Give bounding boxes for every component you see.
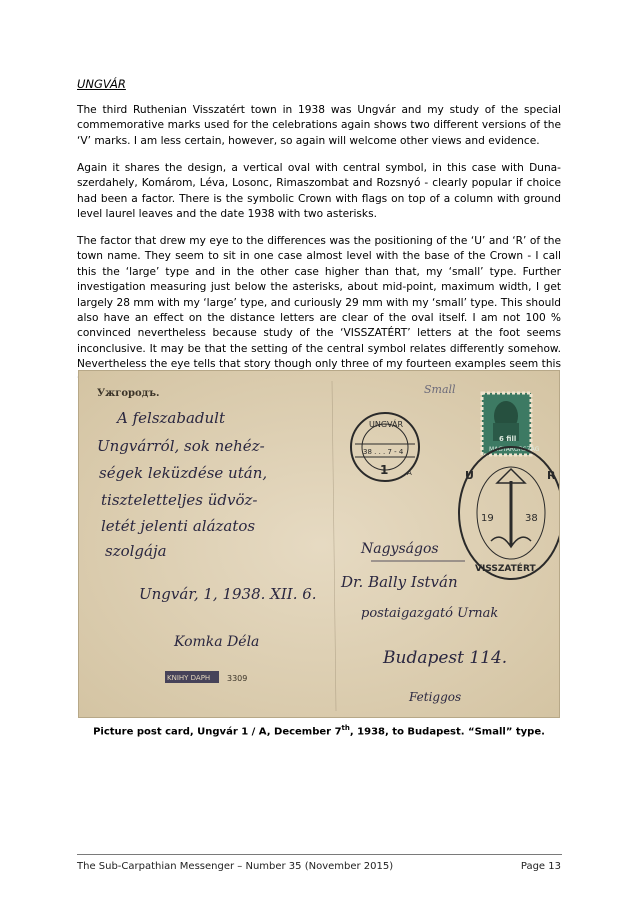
- footer-rule: [77, 854, 562, 855]
- cds-letter: A: [407, 469, 412, 477]
- message-line: Ungvárról, sok nehéz-: [97, 437, 265, 455]
- oval-bottom-text: VISSZATÉRT: [475, 564, 536, 574]
- paragraph-intro: The third Ruthenian Visszatért town in 1938 was Ungvár and my study of the special commemorative marks used for the celebrations again shows two different versions of the ‘V’ marks. I am less certain, however, so again will welcome other views and evidence.: [77, 104, 561, 147]
- caption-text-end: , 1938, to Budapest. “Small” type.: [349, 726, 545, 738]
- caption-superscript: th: [341, 724, 350, 732]
- message-line: ségek leküzdése után,: [99, 464, 268, 482]
- footer-publication: The Sub-Carpathian Messenger – Number 35 (November 2015): [77, 861, 394, 872]
- address-line: Budapest 114.: [383, 648, 508, 668]
- section-heading: UNGVÁR: [77, 77, 126, 91]
- cds-date: 38 . . . 7 - 4: [363, 448, 404, 456]
- cds-office: 1: [380, 463, 389, 477]
- address-line: Nagyságos: [361, 541, 439, 557]
- message-line: A felszabadult: [117, 409, 226, 427]
- paragraph-design: Again it shares the design, a vertical oval with central symbol, in this case with Duna-szerdahely, Komárom, Léva, Losonc, Rimaszombat and Rozsnyó - clearly popular if choice had been a factor. There is the symbolic Crown with flags on top of a column with ground level laurel leaves and the date 1938 with two asterisks.: [77, 162, 561, 221]
- stamp-country: MAGYARORSZÁG: [489, 446, 540, 453]
- postcard-illustration: [79, 371, 560, 718]
- stamp-value: 6 fill: [499, 435, 517, 443]
- figure-caption: [0, 724, 638, 737]
- message-signature: Komka Déla: [174, 634, 260, 650]
- paragraph-differences: The factor that drew my eye to the differences was the positioning of the ‘U’ and ‘R’ of the town name. They seem to sit in one case almost level with the base of the Crown - I call this the ‘large’ type and in the other case higher than that, my ‘small’ type. Further investigation measuring just below the asterisks, about mid-point, maximum width, I get largely 28 mm with my ‘large’ type, and curiously 29 mm with my ‘small’ type. This should also have an effect on the distance letters are clear of the oval itself. I am not 100 % convinced nevertheless because study of the ‘VISSZATÉRT’ letters at the foot seems inconclusive. It may be that the setting of the central symbol relates differently somehow. Nevertheless the eye tells that story though only three of my fourteen examples seem this: [77, 235, 561, 371]
- card-number: 3309: [227, 674, 248, 683]
- message-date: Ungvár, 1, 1938. XII. 6.: [139, 585, 317, 603]
- address-line: Dr. Bally István: [341, 573, 458, 591]
- postcard-image: [78, 370, 560, 718]
- oval-letter-u: U: [465, 469, 474, 482]
- cds-town: UNGVÁR: [369, 420, 404, 429]
- message-line: szolgája: [105, 542, 167, 560]
- caption-text: Picture post card, Ungvár 1 / A, December 7: [93, 726, 342, 738]
- publisher-logo: [165, 671, 219, 683]
- footer-page-number: Page 13: [520, 861, 561, 872]
- oval-letter-r: R: [547, 469, 556, 482]
- publisher-text: KNIHY DAPH: [167, 674, 211, 682]
- address-line: Fetiggos: [409, 690, 462, 704]
- message-line: tiszteletteljes üdvöz-: [101, 491, 258, 509]
- oval-date-left: 19: [481, 513, 494, 524]
- printed-header: Ужгородъ.: [97, 388, 160, 399]
- top-note: Small: [424, 383, 456, 396]
- message-line: letét jelenti alázatos: [101, 517, 256, 535]
- address-line: postaigazgató Urnak: [361, 606, 499, 621]
- oval-date-right: 38: [525, 513, 538, 524]
